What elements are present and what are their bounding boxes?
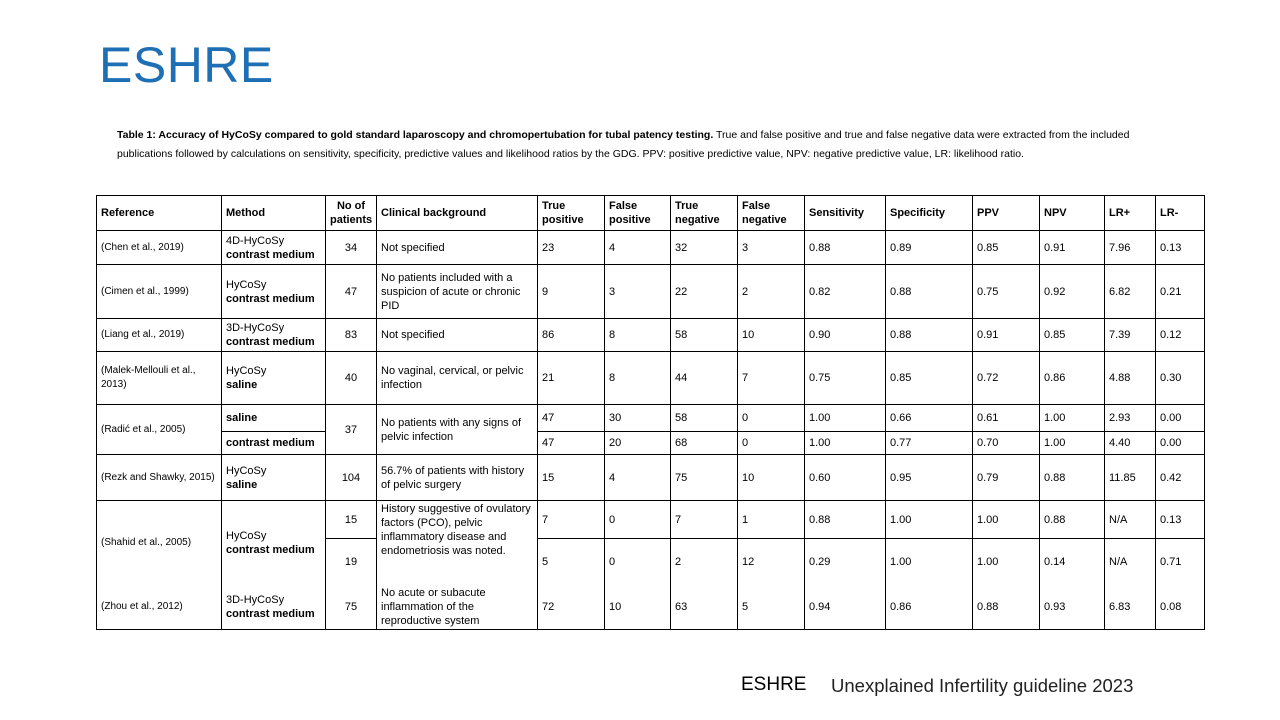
tp-cell: 72: [538, 585, 605, 630]
footer-guideline: Unexplained Infertility guideline 2023: [831, 675, 1134, 696]
lr-plus-cell: 6.82: [1105, 265, 1156, 319]
background-cell: No patients with any signs of pelvic infection: [377, 405, 538, 455]
tp-cell: 86: [538, 319, 605, 352]
tn-cell: 58: [671, 319, 738, 352]
specificity-cell: 0.95: [886, 455, 973, 501]
method-line: contrast medium: [226, 607, 315, 620]
patients-cell: 104: [326, 455, 377, 501]
patients-cell: 15: [326, 501, 377, 539]
tp-cell: 15: [538, 455, 605, 501]
lr-plus-cell: 4.88: [1105, 352, 1156, 405]
header-cell: Clinical background: [377, 196, 538, 231]
npv-cell: 0.88: [1040, 501, 1105, 539]
method-line: contrast medium: [226, 437, 315, 449]
lr-minus-cell: 0.00: [1156, 405, 1205, 432]
ppv-cell: 0.88: [973, 585, 1040, 630]
sensitivity-cell: 0.88: [805, 231, 886, 265]
method-line: HyCoSy: [226, 529, 267, 542]
header-cell: LR+: [1105, 196, 1156, 231]
fp-cell: 8: [605, 352, 671, 405]
ref-cell: (Malek-Mellouli et al., 2013): [97, 352, 222, 405]
ref-cell: (Rezk and Shawky, 2015): [97, 455, 222, 501]
method-cell: [222, 231, 326, 265]
tn-cell: 68: [671, 432, 738, 455]
fp-cell: 4: [605, 231, 671, 265]
header-cell: NPV: [1040, 196, 1105, 231]
lr-minus-cell: 0.21: [1156, 265, 1205, 319]
method-line: 3D-HyCoSy: [226, 593, 285, 606]
specificity-cell: 0.88: [886, 319, 973, 352]
lr-minus-cell: 0.13: [1156, 231, 1205, 265]
method-line: contrast medium: [226, 543, 315, 556]
ppv-cell: 0.85: [973, 231, 1040, 265]
fp-cell: 8: [605, 319, 671, 352]
sensitivity-cell: 0.60: [805, 455, 886, 501]
method-line: 4D-HyCoSy: [226, 234, 285, 247]
npv-cell: 0.92: [1040, 265, 1105, 319]
tn-cell: 7: [671, 501, 738, 539]
fn-cell: 0: [738, 405, 805, 432]
header-cell: Specificity: [886, 196, 973, 231]
patients-cell: 47: [326, 265, 377, 319]
fp-cell: 4: [605, 455, 671, 501]
fp-cell: 10: [605, 585, 671, 630]
fp-cell: 0: [605, 539, 671, 585]
fn-cell: 3: [738, 231, 805, 265]
npv-cell: 0.91: [1040, 231, 1105, 265]
sensitivity-cell: 0.90: [805, 319, 886, 352]
npv-cell: 1.00: [1040, 432, 1105, 455]
fp-cell: 30: [605, 405, 671, 432]
method-cell: [222, 501, 326, 585]
header-cell: Method: [222, 196, 326, 231]
ppv-cell: 0.91: [973, 319, 1040, 352]
sensitivity-cell: 0.75: [805, 352, 886, 405]
patients-cell: 34: [326, 231, 377, 265]
ppv-cell: 0.61: [973, 405, 1040, 432]
tn-cell: 22: [671, 265, 738, 319]
method-cell: [222, 432, 326, 455]
fn-cell: 5: [738, 585, 805, 630]
method-line: HyCoSy: [226, 365, 267, 377]
tn-cell: 2: [671, 539, 738, 585]
table-row: [97, 231, 1205, 265]
method-line: contrast medium: [226, 336, 315, 348]
method-cell: [222, 405, 326, 432]
specificity-cell: 1.00: [886, 501, 973, 539]
tp-cell: 23: [538, 231, 605, 265]
method-line: HyCoSy: [226, 464, 267, 477]
fn-cell: 10: [738, 455, 805, 501]
table-row: [97, 405, 1205, 432]
background-cell: No acute or subacute inflammation of the reproductive system: [377, 585, 538, 630]
ref-cell: (Zhou et al., 2012): [97, 585, 222, 630]
sensitivity-cell: 0.29: [805, 539, 886, 585]
lr-plus-cell: 11.85: [1105, 455, 1156, 501]
ref-cell: (Liang et al., 2019): [97, 319, 222, 352]
background-cell: No vaginal, cervical, or pelvic infection: [377, 352, 538, 405]
specificity-cell: 0.66: [886, 405, 973, 432]
table-row: [97, 585, 1205, 630]
method-line: saline: [226, 379, 258, 391]
tn-cell: 32: [671, 231, 738, 265]
npv-cell: 0.88: [1040, 455, 1105, 501]
lr-minus-cell: 0.12: [1156, 319, 1205, 352]
background-cell: Not specified: [377, 231, 538, 265]
lr-plus-cell: 4.40: [1105, 432, 1156, 455]
tp-cell: 47: [538, 432, 605, 455]
ref-cell: (Radić et al., 2005): [97, 405, 222, 455]
method-line: saline: [226, 478, 258, 491]
lr-plus-cell: 2.93: [1105, 405, 1156, 432]
specificity-cell: 0.88: [886, 265, 973, 319]
lr-minus-cell: 0.13: [1156, 501, 1205, 539]
lr-minus-cell: 0.00: [1156, 432, 1205, 455]
npv-cell: 0.85: [1040, 319, 1105, 352]
ppv-cell: 0.79: [973, 455, 1040, 501]
npv-cell: 0.14: [1040, 539, 1105, 585]
fn-cell: 10: [738, 319, 805, 352]
method-line: 3D-HyCoSy: [226, 322, 285, 334]
lr-plus-cell: 7.39: [1105, 319, 1156, 352]
tp-cell: 7: [538, 501, 605, 539]
table-row: [97, 319, 1205, 352]
sensitivity-cell: 1.00: [805, 405, 886, 432]
npv-cell: 0.93: [1040, 585, 1105, 630]
specificity-cell: 0.85: [886, 352, 973, 405]
table-caption: [117, 126, 1157, 164]
header-cell: Sensitivity: [805, 196, 886, 231]
fp-cell: 0: [605, 501, 671, 539]
header-cell: False positive: [605, 196, 671, 231]
method-line: HyCoSy: [226, 278, 267, 291]
accuracy-table: [96, 195, 1205, 630]
method-line: contrast medium: [226, 248, 315, 261]
method-cell: [222, 585, 326, 630]
tn-cell: 44: [671, 352, 738, 405]
method-cell: [222, 352, 326, 405]
lr-plus-cell: 7.96: [1105, 231, 1156, 265]
lr-plus-cell: N/A: [1105, 501, 1156, 539]
fn-cell: 7: [738, 352, 805, 405]
method-line: contrast medium: [226, 292, 315, 305]
tp-cell: 9: [538, 265, 605, 319]
header-cell: No of patients: [326, 196, 377, 231]
specificity-cell: 0.77: [886, 432, 973, 455]
ppv-cell: 0.70: [973, 432, 1040, 455]
tn-cell: 63: [671, 585, 738, 630]
ppv-cell: 0.72: [973, 352, 1040, 405]
fp-cell: 3: [605, 265, 671, 319]
ppv-cell: 1.00: [973, 539, 1040, 585]
background-cell: No patients included with a suspicion of acute or chronic PID: [377, 265, 538, 319]
ref-cell: (Shahid et al., 2005): [97, 501, 222, 585]
npv-cell: 1.00: [1040, 405, 1105, 432]
lr-minus-cell: 0.42: [1156, 455, 1205, 501]
patients-cell: 37: [326, 405, 377, 455]
fn-cell: 1: [738, 501, 805, 539]
header-cell: PPV: [973, 196, 1040, 231]
caption-text: True and false positive and true and false negative data were extracted from the included publications followed by calculations on sensitivity, specificity, predictive values and likelihood ratios by the GDG. PPV: positive predictive value, NPV: negative predictive value, LR: likelihood ratio.: [117, 129, 1130, 160]
tn-cell: 58: [671, 405, 738, 432]
specificity-cell: 0.89: [886, 231, 973, 265]
table-row: [97, 501, 1205, 539]
table-row: [97, 265, 1205, 319]
fn-cell: 0: [738, 432, 805, 455]
table-header-row: [97, 196, 1205, 231]
fn-cell: 12: [738, 539, 805, 585]
header-cell: True positive: [538, 196, 605, 231]
lr-plus-cell: 6.83: [1105, 585, 1156, 630]
patients-cell: 83: [326, 319, 377, 352]
header-cell: True negative: [671, 196, 738, 231]
ref-cell: (Cimen et al., 1999): [97, 265, 222, 319]
patients-cell: 40: [326, 352, 377, 405]
patients-cell: 19: [326, 539, 377, 585]
ref-cell: (Chen et al., 2019): [97, 231, 222, 265]
specificity-cell: 0.86: [886, 585, 973, 630]
tp-cell: 5: [538, 539, 605, 585]
lr-minus-cell: 0.08: [1156, 585, 1205, 630]
sensitivity-cell: 0.94: [805, 585, 886, 630]
method-cell: [222, 265, 326, 319]
lr-minus-cell: 0.71: [1156, 539, 1205, 585]
tp-cell: 47: [538, 405, 605, 432]
header-cell: LR-: [1156, 196, 1205, 231]
background-cell: Not specified: [377, 319, 538, 352]
method-cell: [222, 319, 326, 352]
caption-bold: Table 1: Accuracy of HyCoSy compared to gold standard laparoscopy and chromopertubation for tubal patency testing.: [117, 129, 714, 141]
header-cell: False negative: [738, 196, 805, 231]
sensitivity-cell: 1.00: [805, 432, 886, 455]
slide-title: ESHRE: [99, 37, 274, 93]
npv-cell: 0.86: [1040, 352, 1105, 405]
tn-cell: 75: [671, 455, 738, 501]
footer-organization: ESHRE: [741, 674, 807, 695]
fn-cell: 2: [738, 265, 805, 319]
patients-cell: 75: [326, 585, 377, 630]
ppv-cell: 1.00: [973, 501, 1040, 539]
sensitivity-cell: 0.82: [805, 265, 886, 319]
background-cell: History suggestive of ovulatory factors (PCO), pelvic inflammatory disease and endometriosis was noted.: [377, 501, 538, 585]
method-cell: [222, 455, 326, 501]
method-line: saline: [226, 412, 258, 424]
header-cell: Reference: [97, 196, 222, 231]
fp-cell: 20: [605, 432, 671, 455]
table-row: [97, 352, 1205, 405]
specificity-cell: 1.00: [886, 539, 973, 585]
background-cell: 56.7% of patients with history of pelvic surgery: [377, 455, 538, 501]
lr-minus-cell: 0.30: [1156, 352, 1205, 405]
tp-cell: 21: [538, 352, 605, 405]
ppv-cell: 0.75: [973, 265, 1040, 319]
table-row: [97, 455, 1205, 501]
table-row: [97, 432, 1205, 455]
lr-plus-cell: N/A: [1105, 539, 1156, 585]
sensitivity-cell: 0.88: [805, 501, 886, 539]
